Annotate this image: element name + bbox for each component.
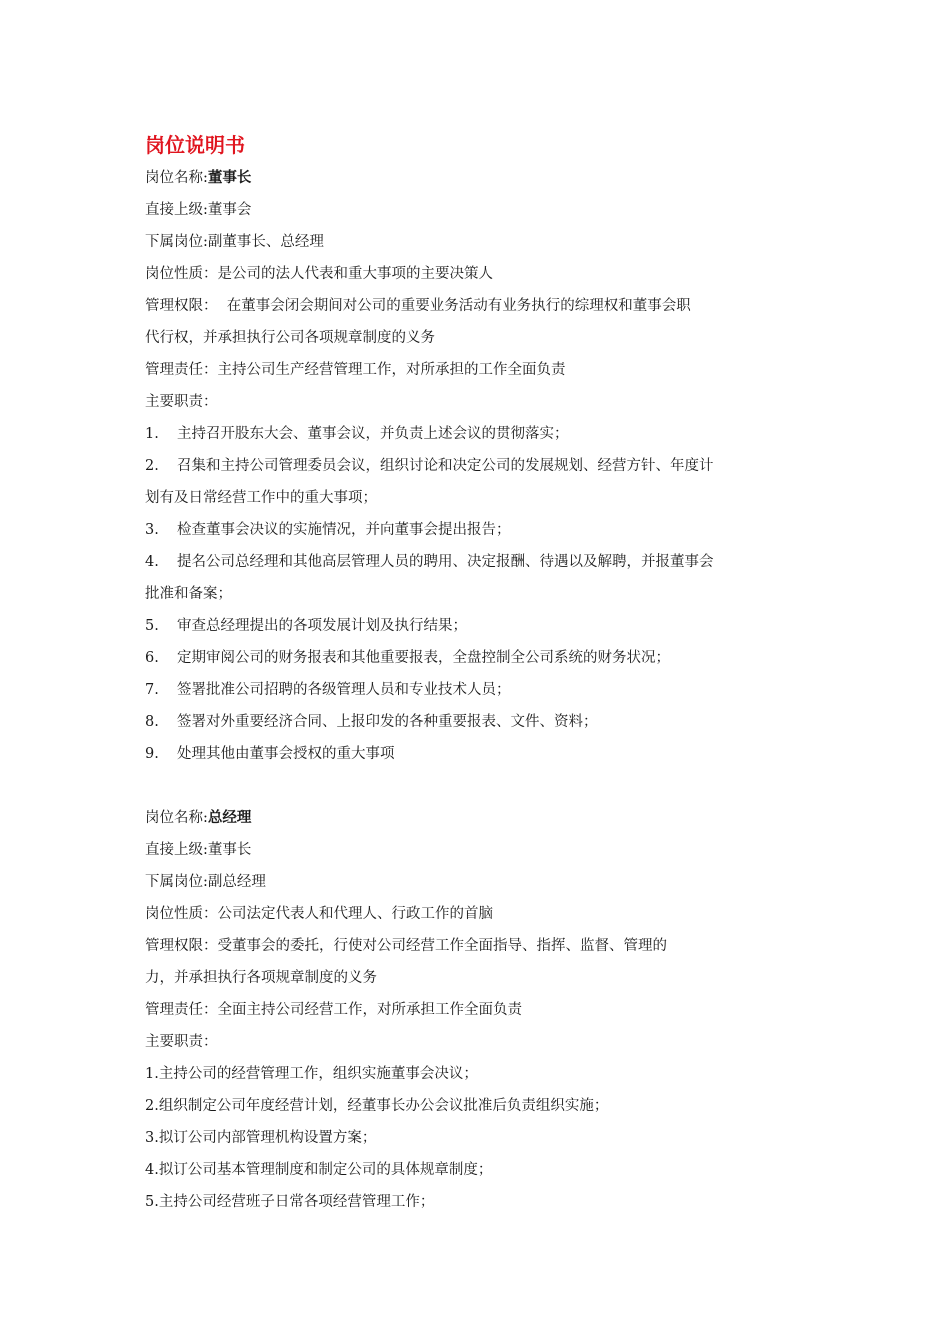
duty-text: 组织制定公司年度经营计划，经董事长办公会议批准后负责组织实施； xyxy=(158,1098,609,1114)
duty-item xyxy=(145,546,825,578)
duty-number: 1. xyxy=(145,1066,159,1082)
duty-item xyxy=(145,738,825,770)
job-name-label: 岗位名称: xyxy=(145,810,208,826)
duty-text: 主持公司经营班子日常各项经营管理工作； xyxy=(158,1194,435,1210)
document-page xyxy=(145,128,825,1218)
duty-number: 2. xyxy=(145,1098,159,1114)
duty-text: 签署批准公司招聘的各级管理人员和专业技术人员； xyxy=(177,682,511,698)
duty-text: 处理其他由董事会授权的重大事项 xyxy=(177,746,395,762)
duty-item xyxy=(145,514,825,546)
job-name-label: 岗位名称: xyxy=(145,170,208,186)
subordinates-line: 下属岗位:副董事长、总经理 xyxy=(145,234,324,250)
duty-item xyxy=(145,450,825,482)
duty-item xyxy=(145,1090,825,1122)
duty-item-cont: 划有及日常经营工作中的重大事项； xyxy=(145,490,377,506)
duty-text: 审查总经理提出的各项发展计划及执行结果； xyxy=(177,618,467,634)
duty-item xyxy=(145,1058,825,1090)
duty-number: 3. xyxy=(145,1130,159,1146)
duty-item xyxy=(145,674,825,706)
duty-item-cont: 批准和备案； xyxy=(145,586,232,602)
section-spacer xyxy=(145,770,825,802)
duty-number: 2. xyxy=(145,458,159,474)
authority-line: 管理权限：受董事会的委托，行使对公司经营工作全面指导、指挥、监督、管理的 xyxy=(145,938,667,954)
job-name-line xyxy=(145,162,825,194)
duty-text: 拟订公司内部管理机构设置方案； xyxy=(158,1130,377,1146)
duty-item xyxy=(145,642,825,674)
nature-line: 岗位性质：公司法定代表人和代理人、行政工作的首脑 xyxy=(145,906,493,922)
duty-item xyxy=(145,418,825,450)
job-name-value: 董事长 xyxy=(207,170,252,186)
job-section-chairman xyxy=(145,162,825,770)
duty-text: 定期审阅公司的财务报表和其他重要报表，全盘控制全公司系统的财务状况； xyxy=(177,650,670,666)
duty-text: 召集和主持公司管理委员会议，组织讨论和决定公司的发展规划、经营方针、年度计 xyxy=(177,458,714,474)
duty-item xyxy=(145,1186,825,1218)
duty-number: 3. xyxy=(145,522,159,538)
duty-number: 9. xyxy=(145,746,159,762)
duty-item xyxy=(145,1122,825,1154)
superior-line: 直接上级:董事长 xyxy=(145,842,252,858)
duty-number: 5. xyxy=(145,618,159,634)
duty-text: 主持公司的经营管理工作，组织实施董事会决议； xyxy=(158,1066,478,1082)
subordinates-line: 下属岗位:副总经理 xyxy=(145,874,266,890)
authority-line: 管理权限： 在董事会闭会期间对公司的重要业务活动有业务执行的综理权和董事会职 xyxy=(145,298,691,314)
authority-line-cont: 力，并承担执行各项规章制度的义务 xyxy=(145,970,377,986)
duty-number: 5. xyxy=(145,1194,159,1210)
responsibility-line: 管理责任：主持公司生产经营管理工作，对所承担的工作全面负责 xyxy=(145,362,566,378)
duty-item xyxy=(145,1154,825,1186)
duty-number: 7. xyxy=(145,682,159,698)
duty-text: 拟订公司基本管理制度和制定公司的具体规章制度； xyxy=(158,1162,493,1178)
duty-number: 6. xyxy=(145,650,159,666)
duty-item xyxy=(145,706,825,738)
nature-line: 岗位性质：是公司的法人代表和重大事项的主要决策人 xyxy=(145,266,493,282)
duty-text: 检查董事会决议的实施情况，并向董事会提出报告； xyxy=(177,522,511,538)
duty-number: 1. xyxy=(145,426,159,442)
duty-text: 提名公司总经理和其他高层管理人员的聘用、决定报酬、待遇以及解聘，并报董事会 xyxy=(177,554,714,570)
duties-heading: 主要职责： xyxy=(145,1034,218,1050)
duty-number: 8. xyxy=(145,714,159,730)
duty-item xyxy=(145,610,825,642)
duty-text: 签署对外重要经济合同、上报印发的各种重要报表、文件、资料； xyxy=(177,714,598,730)
responsibility-line: 管理责任：全面主持公司经营工作，对所承担工作全面负责 xyxy=(145,1002,522,1018)
superior-line: 直接上级:董事会 xyxy=(145,202,252,218)
duty-number: 4. xyxy=(145,554,159,570)
job-section-general-manager xyxy=(145,802,825,1218)
duty-text: 主持召开股东大会、董事会议，并负责上述会议的贯彻落实； xyxy=(177,426,569,442)
job-name-value: 总经理 xyxy=(207,810,252,826)
document-title: 岗位说明书 xyxy=(145,133,245,157)
duty-number: 4. xyxy=(145,1162,159,1178)
duties-heading: 主要职责： xyxy=(145,394,218,410)
authority-line-cont: 代行权，并承担执行公司各项规章制度的义务 xyxy=(145,330,435,346)
job-name-line xyxy=(145,802,825,834)
